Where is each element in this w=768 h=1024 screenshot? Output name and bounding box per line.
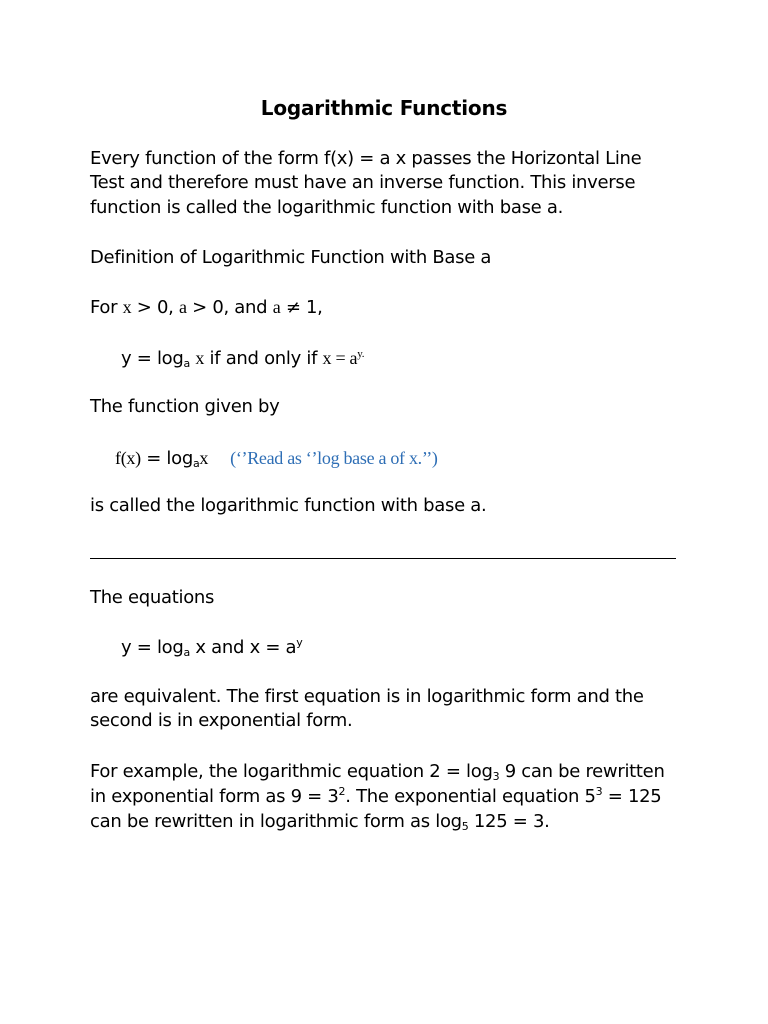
equations-line (121, 636, 303, 660)
example-l2-b: . The exponential equation 5 (345, 786, 596, 807)
example-l2-exp2: 3 (595, 785, 603, 798)
definition-heading: Definition of Logarithmic Function with Base a (90, 247, 492, 268)
variable-x: x (122, 297, 132, 317)
function-base: a (192, 457, 200, 470)
equivalence-eq: = (331, 348, 350, 368)
equivalence-y-log: y = log (121, 348, 184, 369)
page-title: Logarithmic Functions (260, 96, 508, 120)
equivalence-iff: if and only if (204, 348, 323, 369)
function-x: x (199, 448, 209, 468)
conditions-gt0: > 0, (131, 297, 179, 318)
equations-exponent: y (296, 636, 303, 649)
example-l2-exp: 2 (338, 785, 346, 798)
example-l1-base: 3 (492, 770, 500, 783)
intro-line-1: Every function of the form f(x) = a x passes the Horizontal Line (90, 148, 642, 169)
function-given-by: The function given by (90, 396, 280, 417)
function-eq-log: = log (140, 448, 193, 469)
conditions-for: For (90, 297, 123, 318)
equivalence-exponent: y. (357, 348, 365, 360)
example-l1-b: 9 can be rewritten (499, 761, 665, 782)
equations-base: a (183, 646, 190, 659)
conditions-ne1: ≠ 1, (280, 297, 323, 318)
example-l2-c: = 125 (602, 786, 662, 807)
variable-a-2: a (272, 297, 281, 317)
equivalence-a: a (349, 348, 358, 368)
intro-line-2: Test and therefore must have an inverse function. This inverse (90, 172, 636, 193)
variable-a: a (178, 297, 187, 317)
function-fx: f(x) (115, 448, 141, 468)
conditions-line (90, 295, 323, 320)
intro-line-3: function is called the logarithmic function with base a. (90, 197, 563, 218)
equivalence-x: x (195, 348, 205, 368)
example-l3-a: can be rewritten in logarithmic form as log (90, 811, 462, 832)
conditions-gt0-and: > 0, and (186, 297, 273, 318)
example-line-1 (90, 760, 665, 784)
equations-y-log: y = log (121, 637, 184, 658)
equivalence-line (121, 346, 364, 371)
equivalent-line-1: are equivalent. The first equation is in logarithmic form and the (90, 686, 644, 707)
example-l2-a: in exponential form as 9 = 3 (90, 786, 339, 807)
read-as-note: (‘’Read as ‘’log base a of x.’’) (230, 448, 438, 468)
example-l1-a: For example, the logarithmic equation 2 = log (90, 761, 493, 782)
equations-heading: The equations (90, 587, 215, 608)
horizontal-divider (90, 558, 676, 559)
equivalence-base: a (183, 357, 190, 370)
example-line-2 (90, 785, 661, 809)
function-definition-line (115, 446, 438, 471)
equivalence-x-2: x (322, 348, 332, 368)
example-l3-b: 125 = 3. (468, 811, 550, 832)
example-l3-base: 5 (461, 820, 469, 833)
is-called-line: is called the logarithmic function with base a. (90, 495, 487, 516)
equations-rest: x and x = a (189, 637, 297, 658)
equivalent-line-2: second is in exponential form. (90, 710, 353, 731)
example-line-3 (90, 810, 550, 834)
